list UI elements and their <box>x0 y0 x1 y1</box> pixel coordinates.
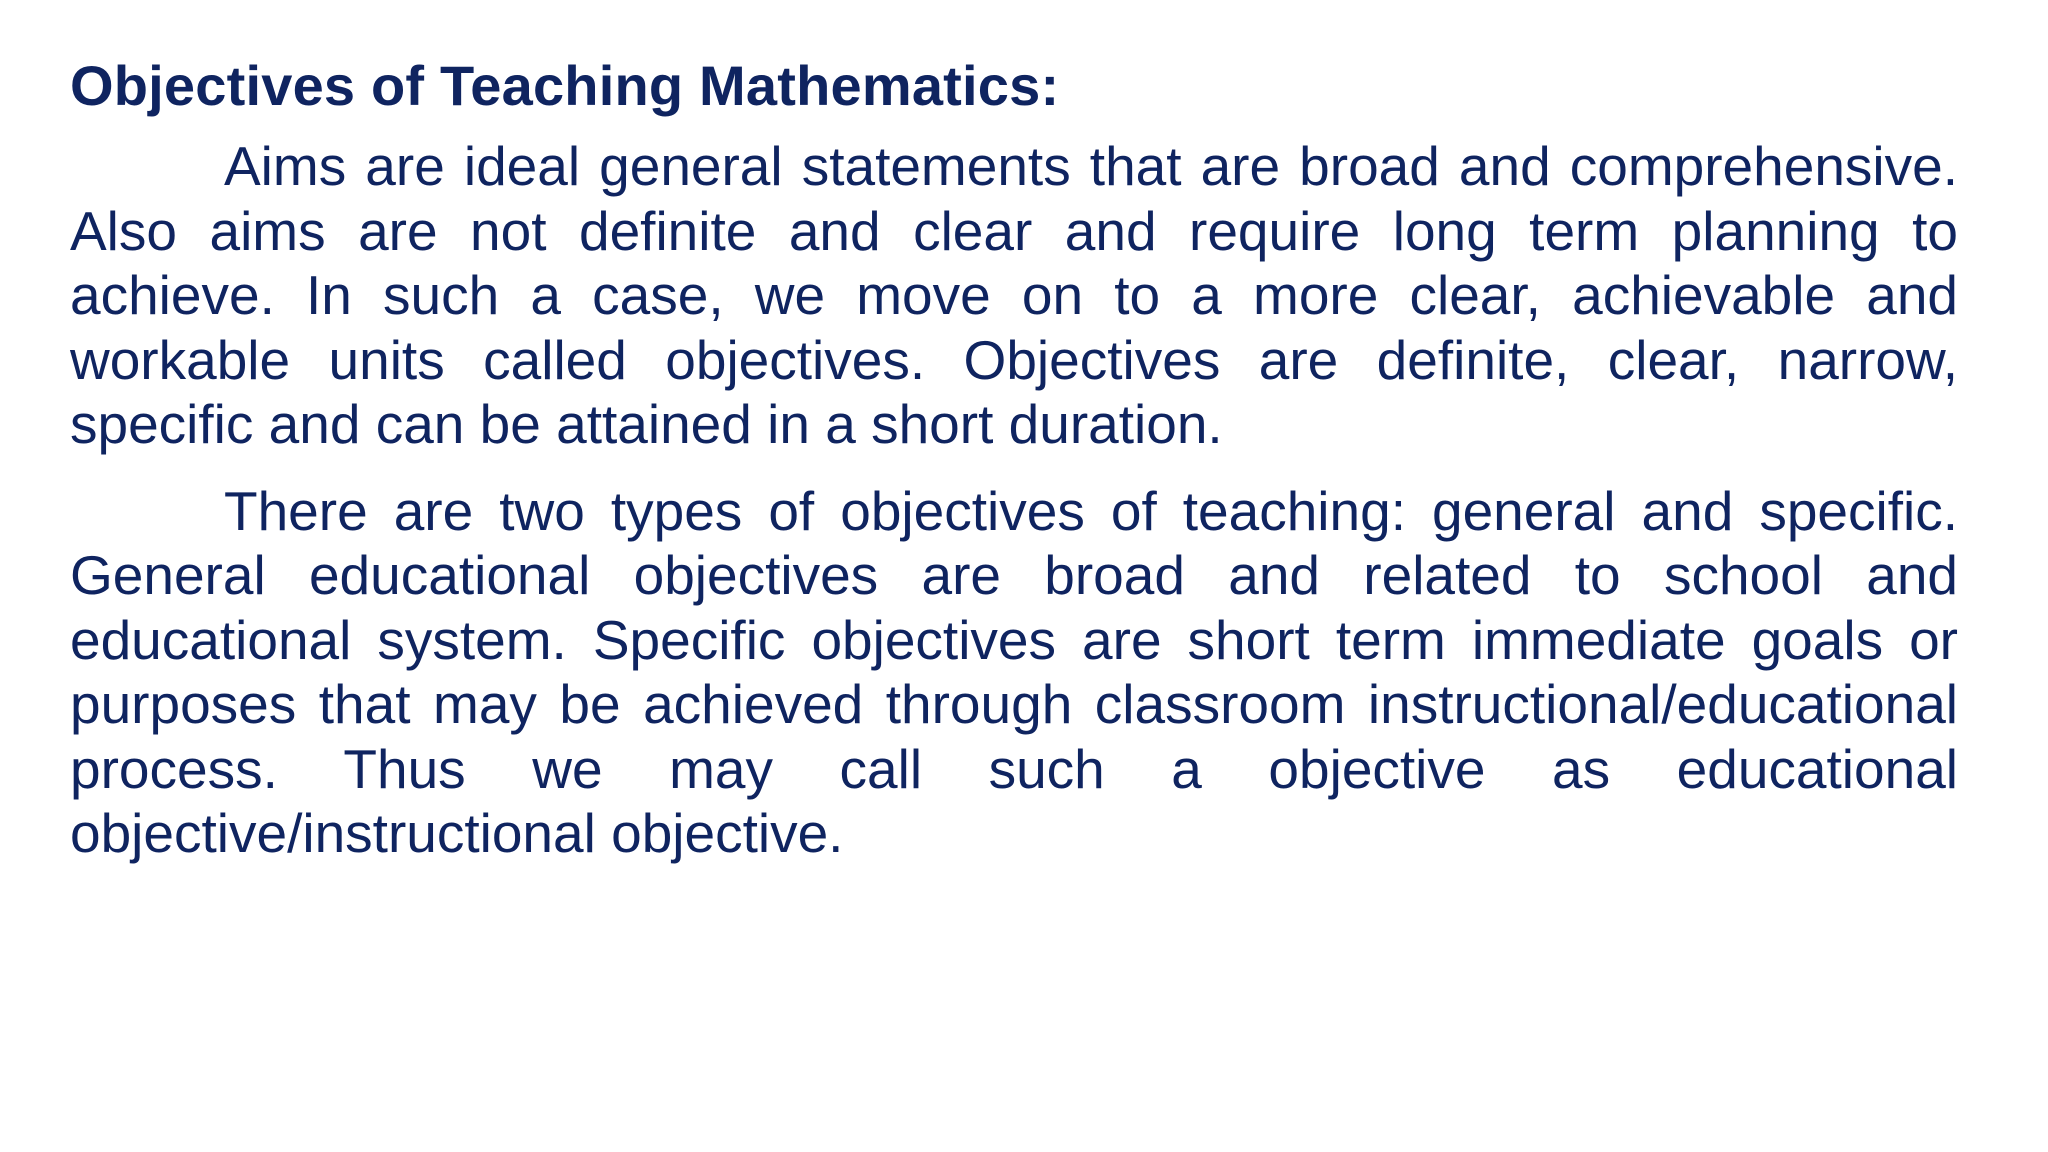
paragraph-types-of-objectives: There are two types of objectives of teaching: general and specific. General educational objectives are broad and related to school and educational system. Specific objectives are short term immediate goals or purposes that may be achieved through classroom instructional/educational process. Thus we may call such a objective as educational objective/instructional objective. <box>70 479 1958 864</box>
paragraph-aims-vs-objectives: Aims are ideal general statements that are broad and comprehensive. Also aims are not definite and clear and require long term planning to achieve. In such a case, we move on to a more clear, achievable and workable units called objectives. Objectives are definite, clear, narrow, specific and can be attained in a short duration. <box>70 135 1958 455</box>
slide-content <box>70 50 1958 888</box>
slide-title: Objectives of Teaching Mathematics: <box>70 54 1060 117</box>
